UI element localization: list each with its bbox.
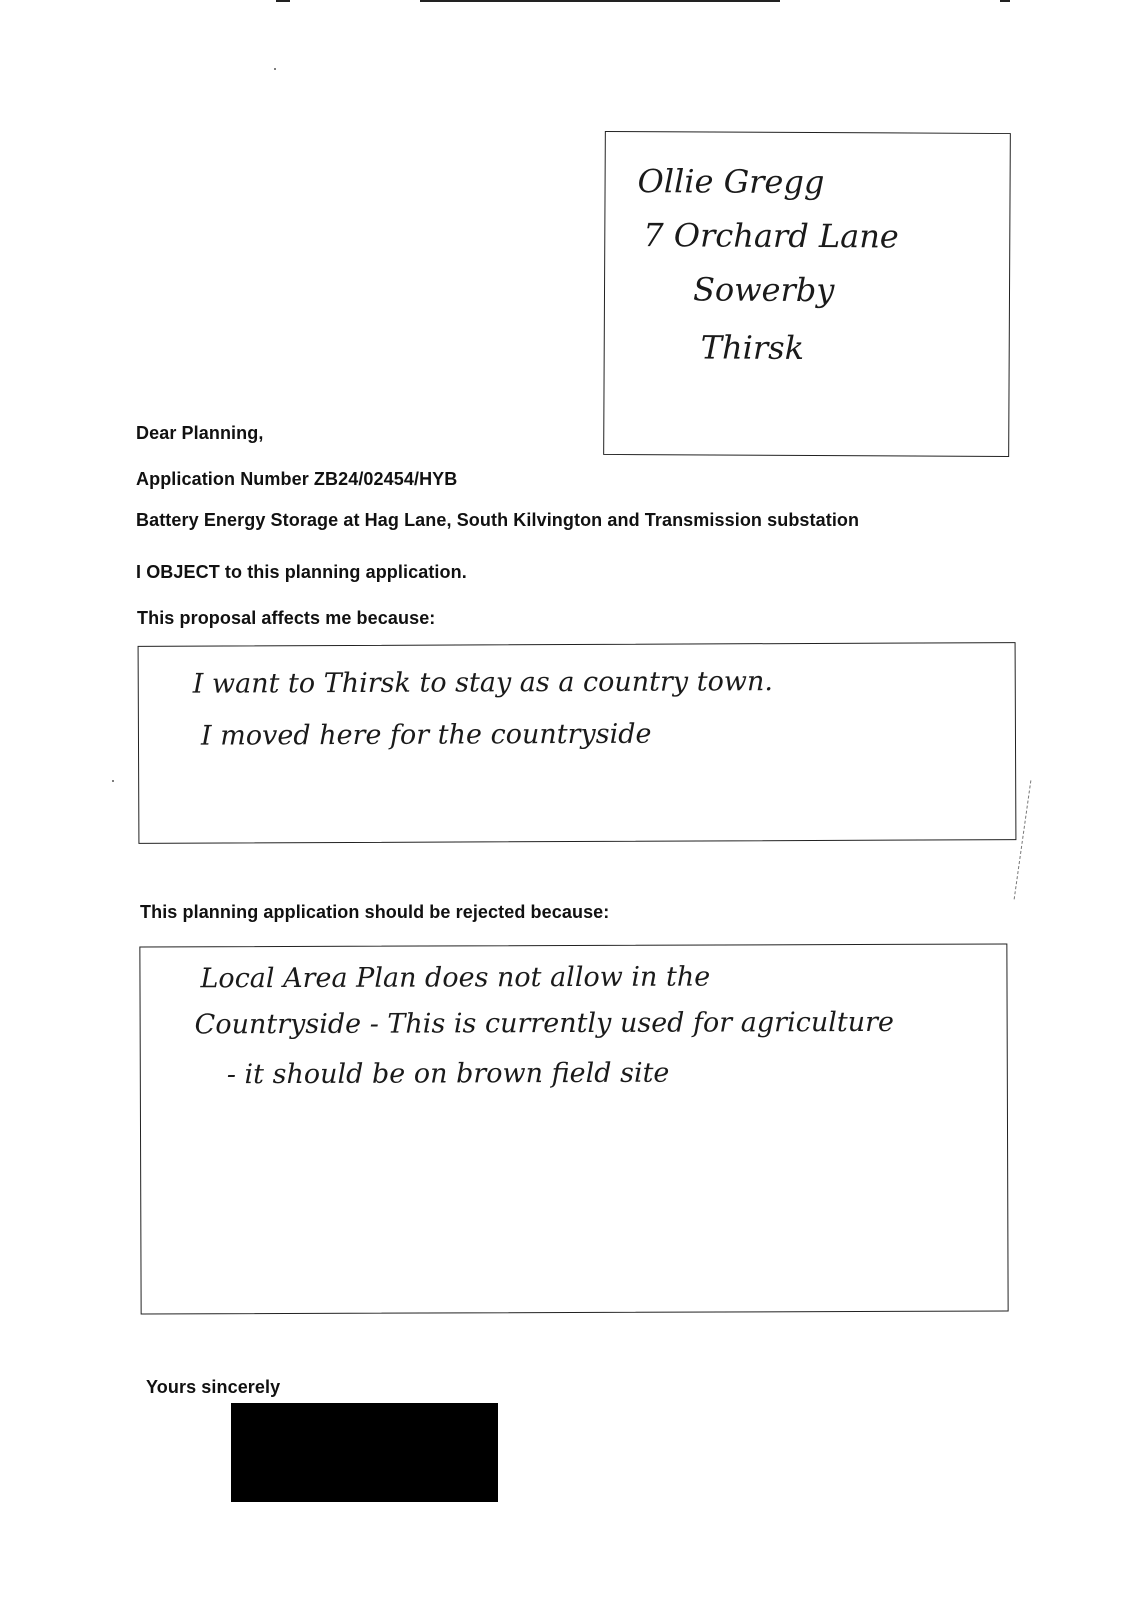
address-street: 7 Orchard Lane xyxy=(643,216,899,256)
application-number: Application Number ZB24/02454/HYB xyxy=(136,469,458,489)
affects-line: I want to Thirsk to stay as a country town. xyxy=(192,666,773,700)
salutation: Dear Planning, xyxy=(136,423,264,443)
address-village: Sowerby xyxy=(692,270,835,310)
rejected-line: Local Area Plan does not allow in the xyxy=(200,961,711,995)
objection-statement: I OBJECT to this planning application. xyxy=(136,562,467,582)
affects-heading: This proposal affects me because: xyxy=(137,608,436,628)
address-name: Ollie Gregg xyxy=(637,162,825,202)
subject-line: Battery Energy Storage at Hag Lane, South Kilvington and Transmission substation xyxy=(136,510,860,530)
scan-speck xyxy=(112,780,114,782)
scan-edge-top xyxy=(420,0,780,2)
scan-edge-top-right xyxy=(1000,0,1010,2)
rejected-line: Countryside - This is currently used for agriculture xyxy=(194,1006,895,1041)
address-town: Thirsk xyxy=(700,328,805,367)
affects-box xyxy=(138,642,1017,844)
scan-speck xyxy=(274,68,276,70)
closing: Yours sincerely xyxy=(146,1377,281,1397)
address-box xyxy=(603,131,1011,457)
scan-edge-top-left xyxy=(276,0,290,2)
signature-redaction xyxy=(231,1403,498,1502)
scan-margin-mark xyxy=(1014,780,1034,899)
rejected-heading: This planning application should be rejected because: xyxy=(140,902,610,922)
affects-line: I moved here for the countryside xyxy=(200,718,652,752)
rejected-line: - it should be on brown field site xyxy=(226,1057,670,1091)
rejected-box xyxy=(139,943,1008,1314)
